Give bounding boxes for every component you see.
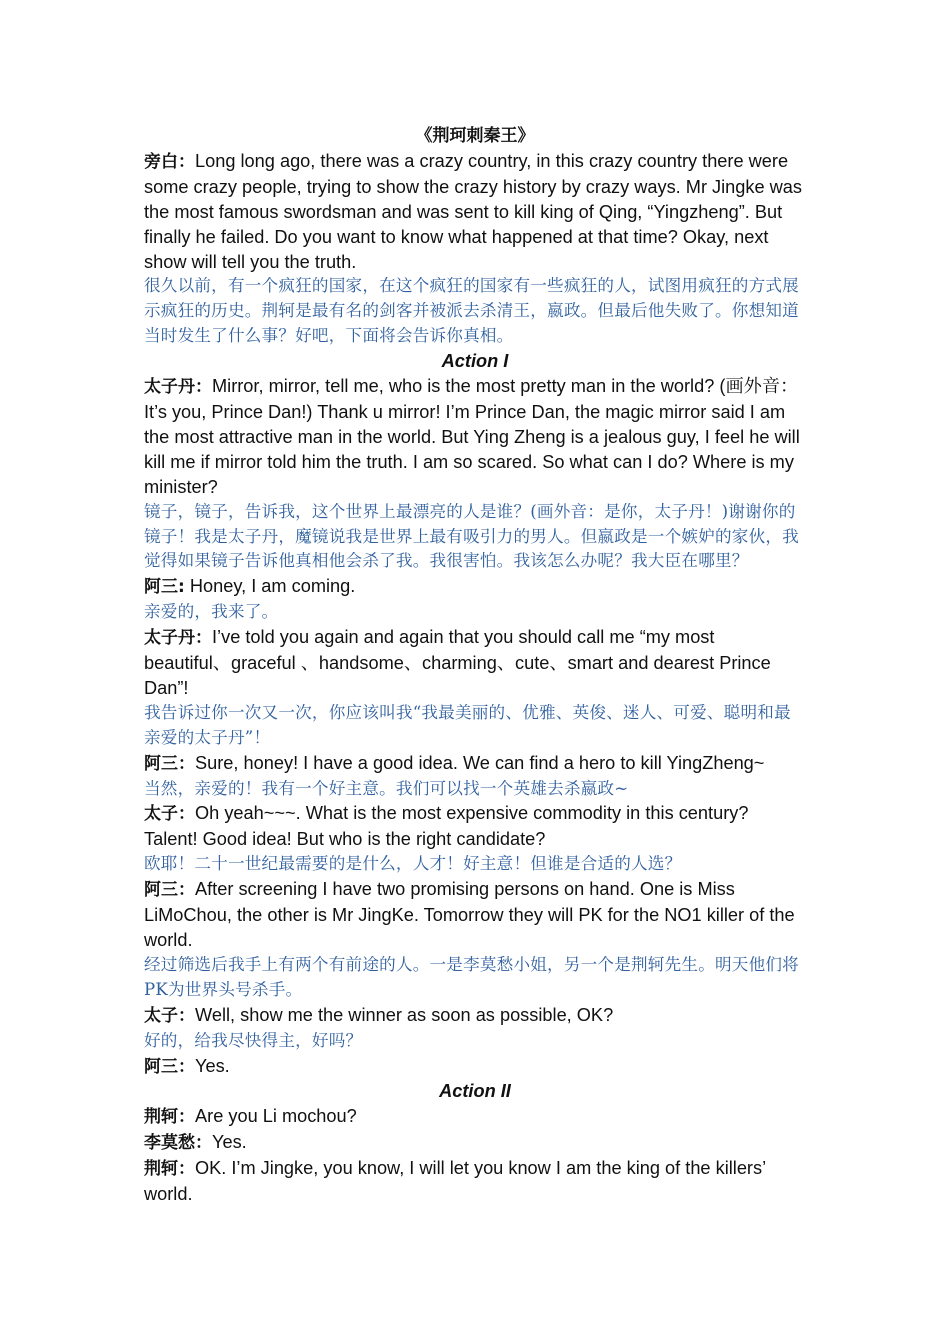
dialogue-text: Oh yeah~~~. What is the most expensive commodity in this century? Talent! Good idea! But who is the right candidate? <box>144 803 749 850</box>
speaker-name: 阿三： <box>144 880 195 901</box>
dialogue-text: Honey, I am coming. <box>184 576 356 597</box>
dialogue-line <box>144 1003 806 1029</box>
dialogue-text: After screening I have two promising persons on hand. One is Miss LiMoChou, the other is Mr JingKe. Tomorrow they will PK for the NO1 killer of the world. <box>144 879 795 950</box>
dialogue-text: Sure, honey! I have a good idea. We can find a hero to kill YingZheng~ <box>195 752 765 773</box>
act-heading: Action II <box>439 1081 511 1102</box>
dialogue-line <box>144 877 806 953</box>
speaker-name: 阿三： <box>144 753 195 774</box>
speaker-name: 荆轲： <box>144 1107 195 1128</box>
dialogue-line <box>144 1104 806 1130</box>
chinese-translation: 镜子，镜子，告诉我，这个世界上最漂亮的人是谁？(画外音：是你，太子丹！)谢谢你的镜子！我是太子丹，魔镜说我是世界上最有吸引力的男人。但嬴政是一个嫉妒的家伙，我觉得如果镜子告诉他真相他会杀了我。我很害怕。我该怎么办呢？我大臣在哪里？ <box>144 501 799 571</box>
dialogue-line <box>144 801 806 852</box>
speaker-name: 太子丹： <box>144 628 212 649</box>
dialogue-line <box>144 574 806 600</box>
act-heading: Action I <box>441 351 509 372</box>
chinese-translation: 经过筛选后我手上有两个有前途的人。一是李莫愁小姐，另一个是荆轲先生。明天他们将PK为世界头号杀手。 <box>144 954 799 999</box>
document-title: 《荆珂刺秦王》 <box>415 126 535 146</box>
script-body <box>144 149 806 1207</box>
chinese-translation: 我告诉过你一次又一次，你应该叫我“我最美丽的、优雅、英俊、迷人、可爱、聪明和最亲爱的太子丹”！ <box>144 702 791 747</box>
speaker-name: 荆轲： <box>144 1159 195 1180</box>
chinese-translation: 好的，给我尽快得主，好吗？ <box>144 1030 363 1050</box>
dialogue-line <box>144 1130 806 1156</box>
speaker-name: 阿三： <box>144 1056 195 1077</box>
dialogue-text: Well, show me the winner as soon as possible, OK? <box>195 1004 614 1025</box>
chinese-translation: 亲爱的，我来了。 <box>144 602 279 622</box>
dialogue-line <box>144 374 806 500</box>
dialogue-text: I’ve told you again and again that you should call me “my most beautiful、graceful 、handsome、charming、cute、smart and dearest Prince Dan”! <box>144 627 771 698</box>
chinese-translation: 欧耶！二十一世纪最需要的是什么，人才！好主意！但谁是合适的人选？ <box>144 854 682 874</box>
chinese-translation: 很久以前，有一个疯狂的国家，在这个疯狂的国家有一些疯狂的人，试图用疯狂的方式展示疯狂的历史。荆轲是最有名的剑客并被派去杀清王，嬴政。但最后他失败了。你想知道当时发生了什么事？好吧，下面将会告诉你真相。 <box>144 276 799 346</box>
dialogue-line <box>144 149 806 275</box>
dialogue-line <box>144 1156 806 1207</box>
dialogue-text: Are you Li mochou? <box>195 1106 357 1127</box>
dialogue-text: Long long ago, there was a crazy country, in this crazy country there were some crazy people, trying to show the crazy history by crazy ways. Mr Jingke was the most famous swordsman and was sent to kill king of Qing, “Yingzheng”. But finally he failed. Do you want to know what happened at that time? Okay, next show will tell you the truth. <box>144 150 803 272</box>
speaker-name: 李莫愁： <box>144 1133 212 1154</box>
speaker-name: 太子： <box>144 1005 195 1026</box>
speaker-name: 太子： <box>144 804 195 825</box>
speaker-name: 阿三: <box>144 577 185 598</box>
dialogue-text: Yes. <box>212 1132 247 1153</box>
dialogue-line <box>144 1054 806 1080</box>
dialogue-text: Yes. <box>195 1055 230 1076</box>
dialogue-line <box>144 625 806 701</box>
dialogue-line <box>144 751 806 777</box>
chinese-translation: 当然，亲爱的！我有一个好主意。我们可以找一个英雄去杀嬴政~ <box>144 778 629 798</box>
speaker-name: 太子丹： <box>144 377 212 398</box>
speaker-name: 旁白： <box>144 151 195 172</box>
dialogue-text: Mirror, mirror, tell me, who is the most pretty man in the world? (画外音：It’s you, Prince Dan!) Thank u mirror! I’m Prince Dan, the magic mirror said I am the most attractive man in the world. But Ying Zheng is a jealous guy, I feel he will kill me if mirror told him the truth. I am so scared. So what can I do? Where is my minister? <box>144 376 800 497</box>
dialogue-text: OK. I’m Jingke, you know, I will let you know I am the king of the killers’ world. <box>144 1158 766 1205</box>
